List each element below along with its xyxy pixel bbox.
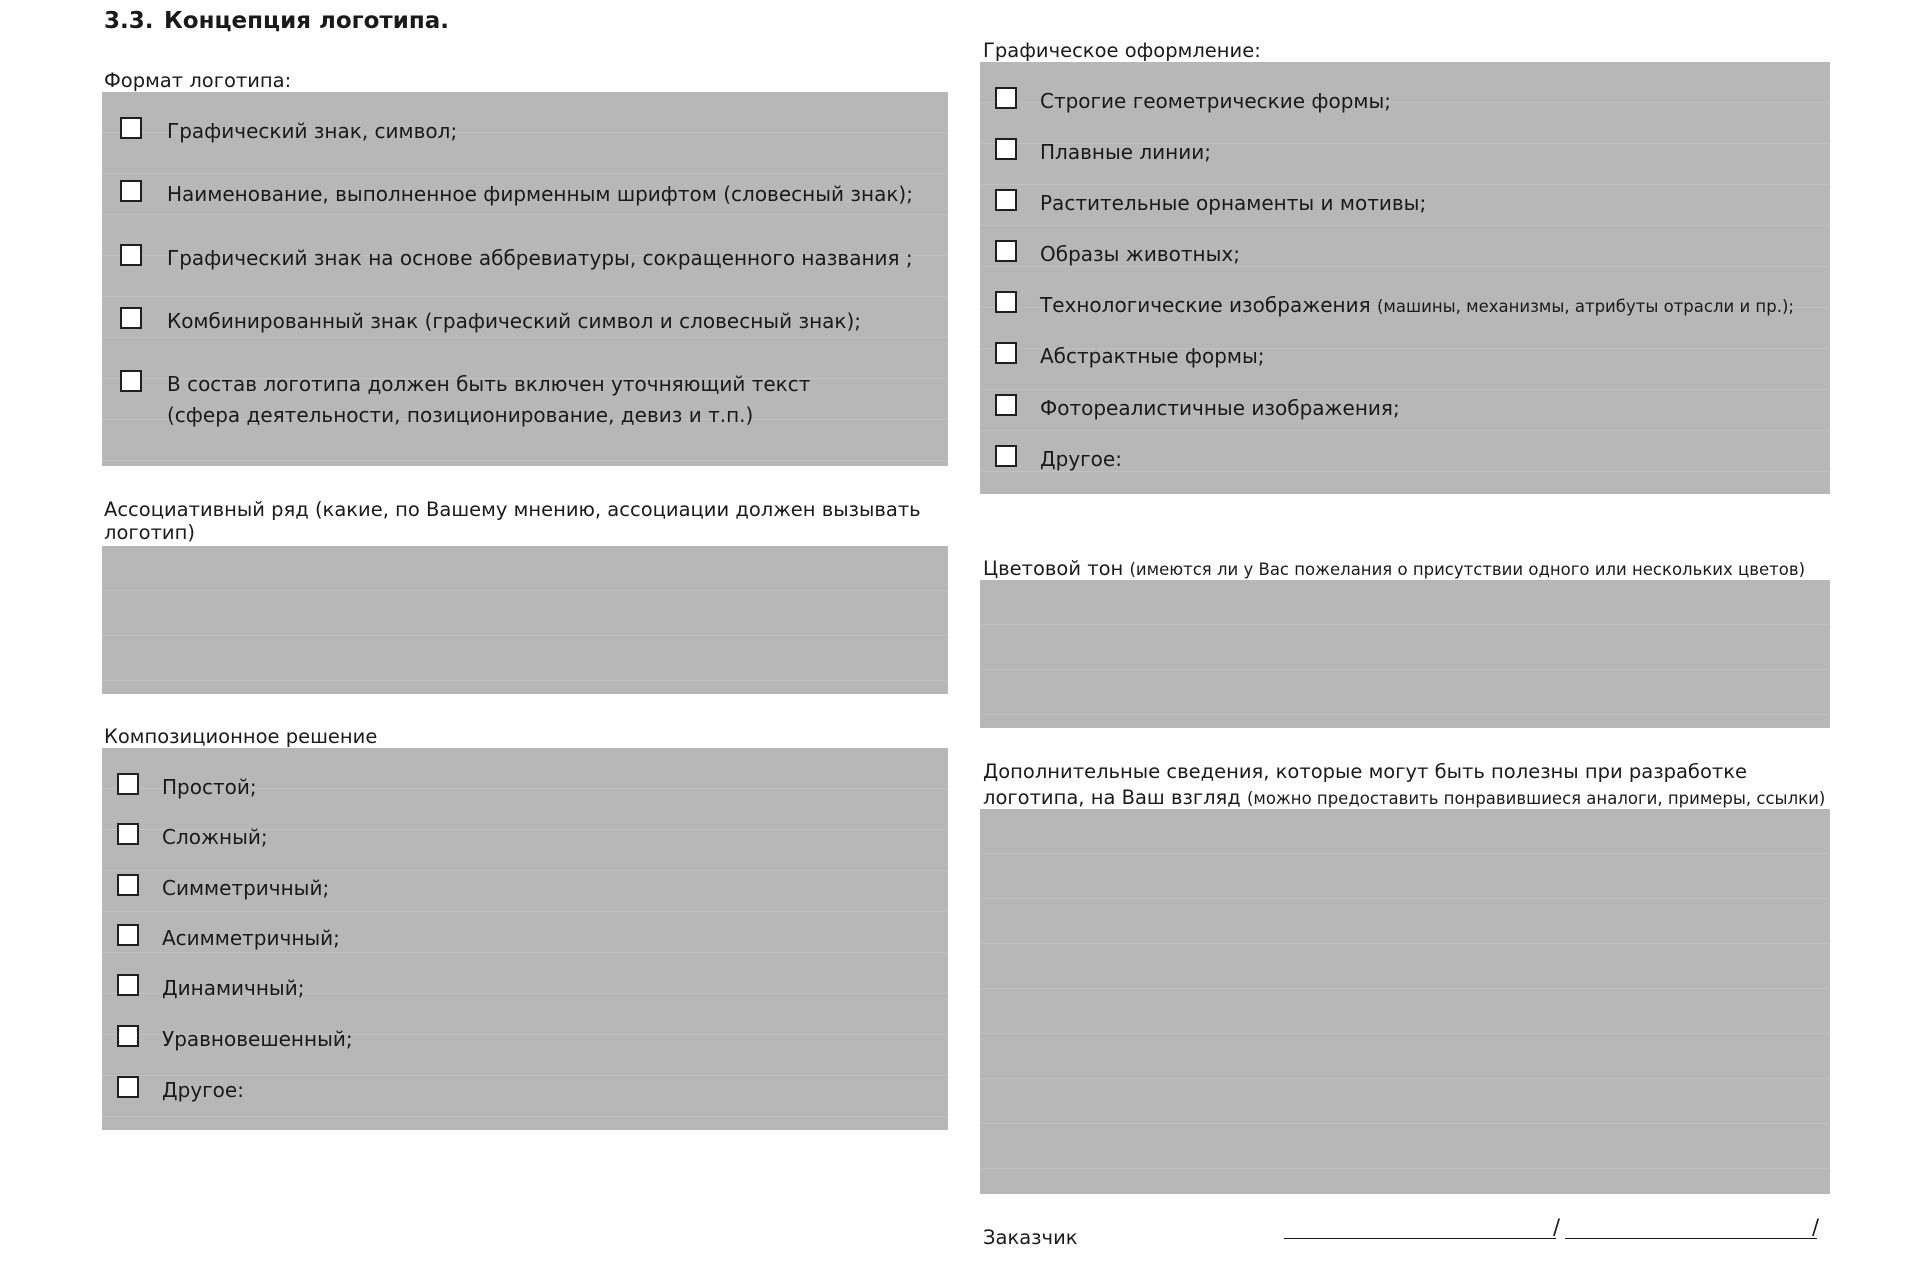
signature-line[interactable] [1284,1238,1556,1239]
graphics-option-label: Растительные орнаменты и мотивы; [1040,191,1427,215]
graphics-option-6[interactable] [980,341,1830,381]
graphics-option-1[interactable] [980,86,1830,126]
checkbox[interactable] [117,1076,139,1098]
composition-options-box [102,748,948,1130]
composition-option-label: Другое: [162,1078,244,1102]
name-line[interactable] [1565,1238,1817,1239]
graphics-option-label: Строгие геометрические формы; [1040,89,1392,113]
format-options-box [102,92,948,466]
checkbox[interactable] [120,244,142,266]
graphics-option-text: Технологические изображения [1040,293,1371,317]
association-field[interactable] [102,546,948,694]
graphics-option-label: Фотореалистичные изображения; [1040,396,1400,420]
composition-option-label: Симметричный; [162,876,330,900]
checkbox[interactable] [117,924,139,946]
checkbox[interactable] [120,180,142,202]
format-option-label: Комбинированный знак (графический символ и словесный знак); [167,309,862,333]
association-label: Ассоциативный ряд (какие, по Вашему мнению, ассоциации должен вызывать логотип) [104,498,921,544]
format-option-2[interactable] [102,179,948,219]
graphics-option-label: Другое: [1040,447,1122,471]
graphics-option-5[interactable] [980,290,1830,330]
checkbox[interactable] [995,240,1017,262]
graphics-option-2[interactable] [980,137,1830,177]
graphics-option-3[interactable] [980,188,1830,228]
section-heading [104,8,449,34]
graphics-option-label: Плавные линии; [1040,140,1211,164]
color-label-note: (имеются ли у Вас пожелания о присутствии одного или нескольких цветов) [1129,560,1806,579]
signature-label: Заказчик [983,1226,1078,1249]
checkbox[interactable] [995,291,1017,313]
checkbox[interactable] [120,307,142,329]
checkbox[interactable] [117,974,139,996]
graphics-option-4[interactable] [980,239,1830,279]
checkbox[interactable] [995,87,1017,109]
checkbox[interactable] [995,445,1017,467]
checkbox[interactable] [117,874,139,896]
format-option-label: Наименование, выполненное фирменным шрифтом (словесный знак); [167,182,913,206]
format-option-label: Графический знак на основе аббревиатуры, сокращенного названия ; [167,246,913,270]
color-label-text: Цветовой тон [983,557,1124,580]
composition-option-label: Уравновешенный; [162,1027,353,1051]
extra-label-note: (можно предоставить понравившиеся аналоги, примеры, ссылки) [1246,789,1826,808]
graphics-options-box [980,62,1830,494]
format-option-label: Графический знак, символ; [167,119,458,143]
checkbox[interactable] [117,823,139,845]
composition-option-6[interactable] [102,1024,948,1064]
graphics-option-label [1040,290,1794,322]
extra-label-line2 [983,786,1825,810]
graphics-option-label: Образы животных; [1040,242,1240,266]
composition-option-label: Простой; [162,775,257,799]
section-title: Концепция логотипа. [164,8,450,34]
graphics-option-8[interactable] [980,444,1830,484]
format-label: Формат логотипа: [104,69,292,92]
color-label [983,557,1805,581]
format-option-1[interactable] [102,116,948,156]
format-option-label: В состав логотипа должен быть включен уточняющий текст (сфера деятельности, позиционирование, девиз и т.п.) [167,372,811,427]
composition-label: Композиционное решение [104,725,378,748]
composition-option-label: Сложный; [162,825,268,849]
format-option-4[interactable] [102,306,948,346]
section-number: 3.3. [104,8,154,34]
composition-option-label: Динамичный; [162,976,305,1000]
graphics-option-7[interactable] [980,393,1830,433]
composition-option-3[interactable] [102,873,948,913]
signature-separator-end: / [1812,1215,1820,1239]
graphics-label: Графическое оформление: [983,39,1261,62]
extra-label-text: логотипа, на Ваш взгляд [983,786,1241,809]
composition-option-2[interactable] [102,822,948,862]
checkbox[interactable] [995,138,1017,160]
checkbox[interactable] [120,370,142,392]
checkbox[interactable] [995,342,1017,364]
checkbox[interactable] [117,1025,139,1047]
extra-field[interactable] [980,809,1830,1194]
composition-option-1[interactable] [102,772,948,812]
format-option-5[interactable] [102,369,948,433]
composition-option-4[interactable] [102,923,948,963]
checkbox[interactable] [995,394,1017,416]
graphics-option-note: (машины, механизмы, атрибуты отрасли и пр.); [1377,297,1794,316]
composition-option-label: Асимметричный; [162,926,340,950]
extra-label-line1: Дополнительные сведения, которые могут быть полезны при разработке [983,760,1748,783]
color-field[interactable] [980,580,1830,728]
signature-separator: / [1553,1215,1561,1239]
composition-option-5[interactable] [102,973,948,1013]
checkbox[interactable] [995,189,1017,211]
format-option-3[interactable] [102,243,948,283]
composition-option-7[interactable] [102,1075,948,1115]
checkbox[interactable] [117,773,139,795]
graphics-option-label: Абстрактные формы; [1040,344,1265,368]
checkbox[interactable] [120,117,142,139]
